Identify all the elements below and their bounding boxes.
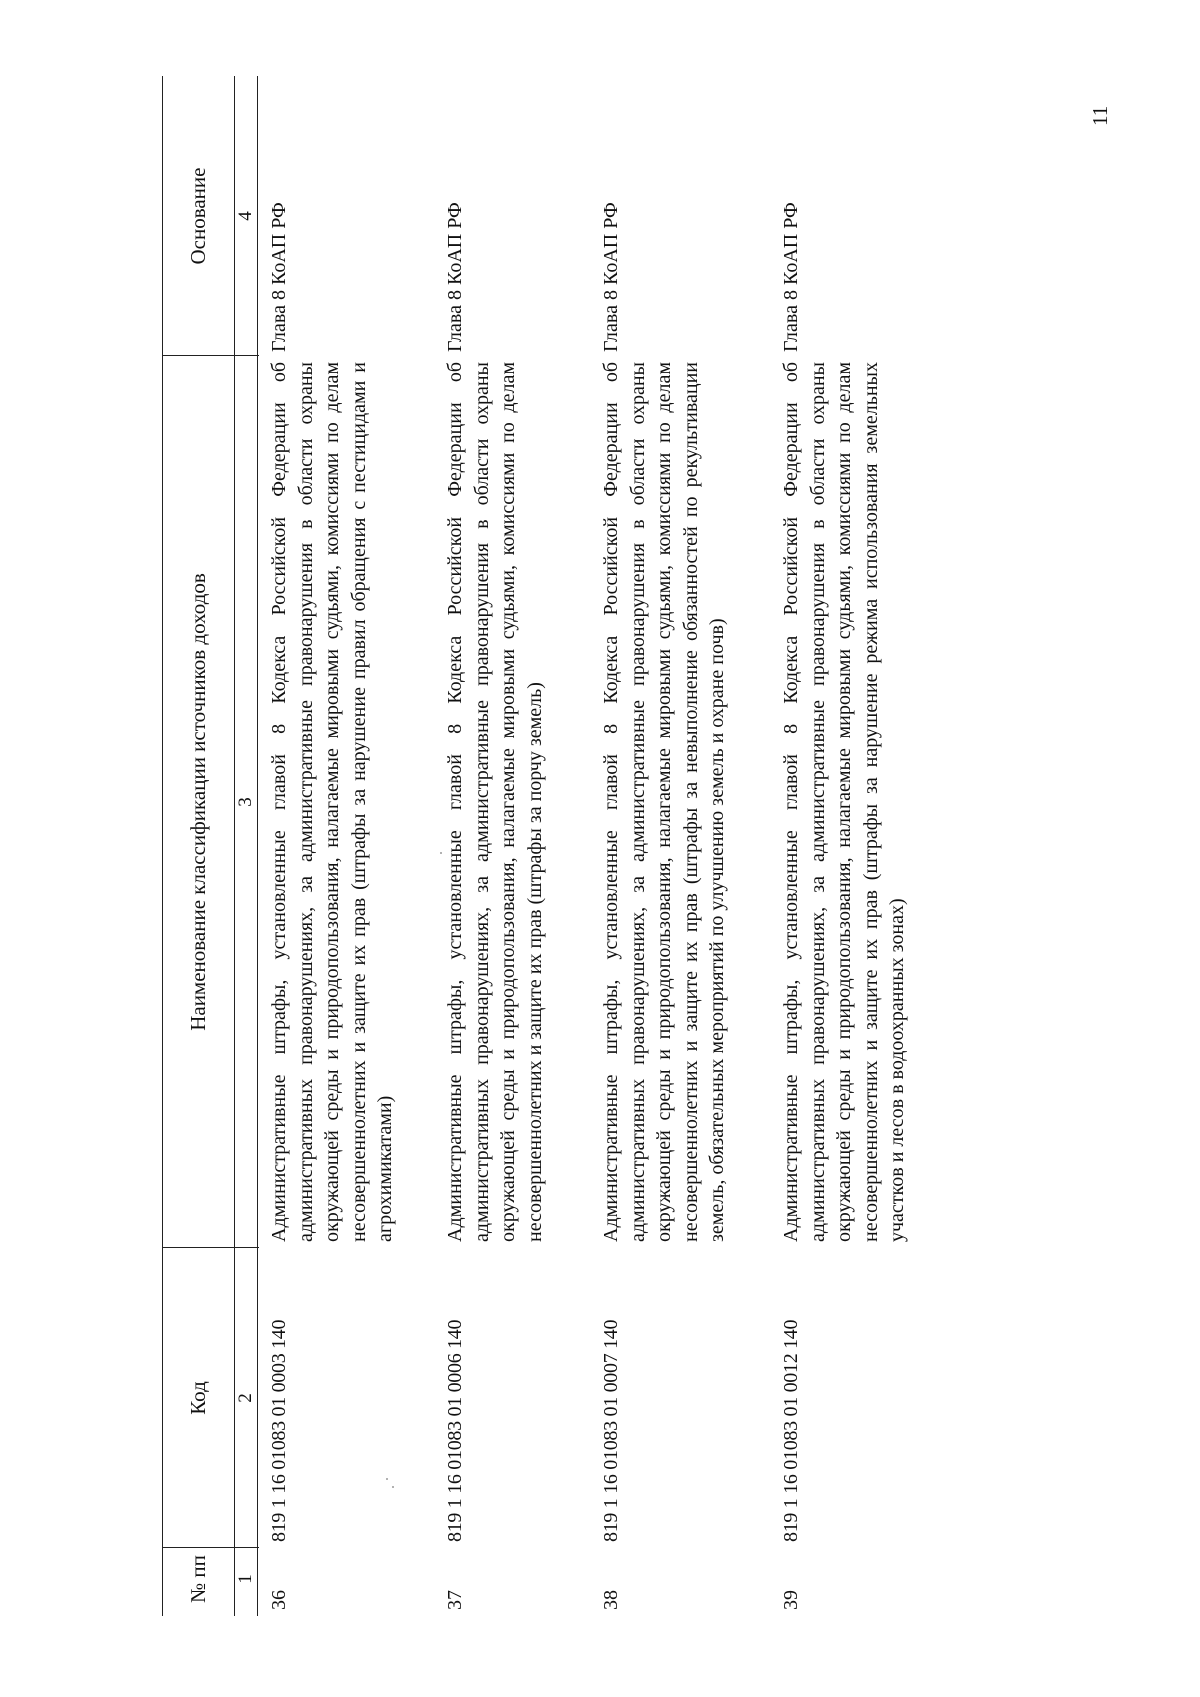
income-classification-table: [162, 76, 1196, 1616]
row-basis: Глава 8 КоАП РФ: [444, 202, 466, 352]
header-name: Наименование классификации источников доходов: [186, 573, 210, 1031]
row-name: Административные штрафы, установленные главой 8 Кодекса Российской Федерации об административных правонарушениях, за административные правонарушения в области охраны окружающей среды и природопользования, налагаемые мировыми судьями, комиссиями по делам несовершеннолетних и защите их прав (штрафы за нарушение режима использования земельных участков и лесов в водоохранных зонах): [780, 362, 909, 1242]
row-basis: Глава 8 КоАП РФ: [268, 202, 290, 352]
row-name: Административные штрафы, установленные главой 8 Кодекса Российской Федерации об административных правонарушениях, за административные правонарушения в области охраны окружающей среды и природопользования, налагаемые мировыми судьями, комиссиями по делам несовершеннолетних и защите их прав (штрафы за невыполнение обязанностей по рекультивации земель, обязательных мероприятий по улучшению земель и охране почв): [600, 362, 729, 1242]
row-number: 39: [780, 1590, 802, 1610]
header-bottom-rule: [257, 76, 258, 1616]
row-name: Административные штрафы, установленные главой 8 Кодекса Российской Федерации об административных правонарушениях, за административные правонарушения в области охраны окружающей среды и природопользования, налагаемые мировыми судьями, комиссиями по делам несовершеннолетних и защите их прав (штрафы за порчу земель): [444, 362, 546, 1242]
header-mid-rule: [234, 76, 235, 1616]
scan-speck: [392, 1486, 394, 1488]
row-basis: Глава 8 КоАП РФ: [600, 202, 622, 352]
header-divider-1: [162, 1547, 259, 1548]
column-number-2: 2: [235, 1393, 256, 1403]
header-top-rule: [162, 76, 163, 1616]
column-number-3: 3: [235, 797, 256, 807]
page-number: 11: [1088, 105, 1112, 126]
column-number-1: 1: [235, 1574, 256, 1584]
header-basis: Основание: [186, 167, 210, 265]
table-header: [162, 76, 259, 1616]
header-code: Код: [186, 1381, 210, 1415]
row-basis: Глава 8 КоАП РФ: [780, 202, 802, 352]
header-divider-3: [162, 355, 259, 356]
column-number-4: 4: [235, 211, 256, 221]
row-code: 819 1 16 01083 01 0003 140: [268, 1319, 290, 1542]
scan-speck: [386, 1478, 388, 1480]
row-code: 819 1 16 01083 01 0007 140: [600, 1319, 622, 1542]
header-num: № пп: [186, 1555, 210, 1603]
row-number: 37: [444, 1590, 466, 1610]
row-number: 38: [600, 1590, 622, 1610]
row-code: 819 1 16 01083 01 0012 140: [780, 1319, 802, 1542]
header-divider-2: [162, 1247, 259, 1248]
row-name: Административные штрафы, установленные главой 8 Кодекса Российской Федерации об административных правонарушениях, за административные правонарушения в области охраны окружающей среды и природопользования, налагаемые мировыми судьями, комиссиями по делам несовершеннолетних и защите их прав (штрафы за нарушение правил обращения с пестицидами и агрохимикатами): [268, 362, 397, 1242]
row-number: 36: [268, 1590, 290, 1610]
scan-speck: [440, 852, 442, 854]
row-code: 819 1 16 01083 01 0006 140: [444, 1319, 466, 1542]
